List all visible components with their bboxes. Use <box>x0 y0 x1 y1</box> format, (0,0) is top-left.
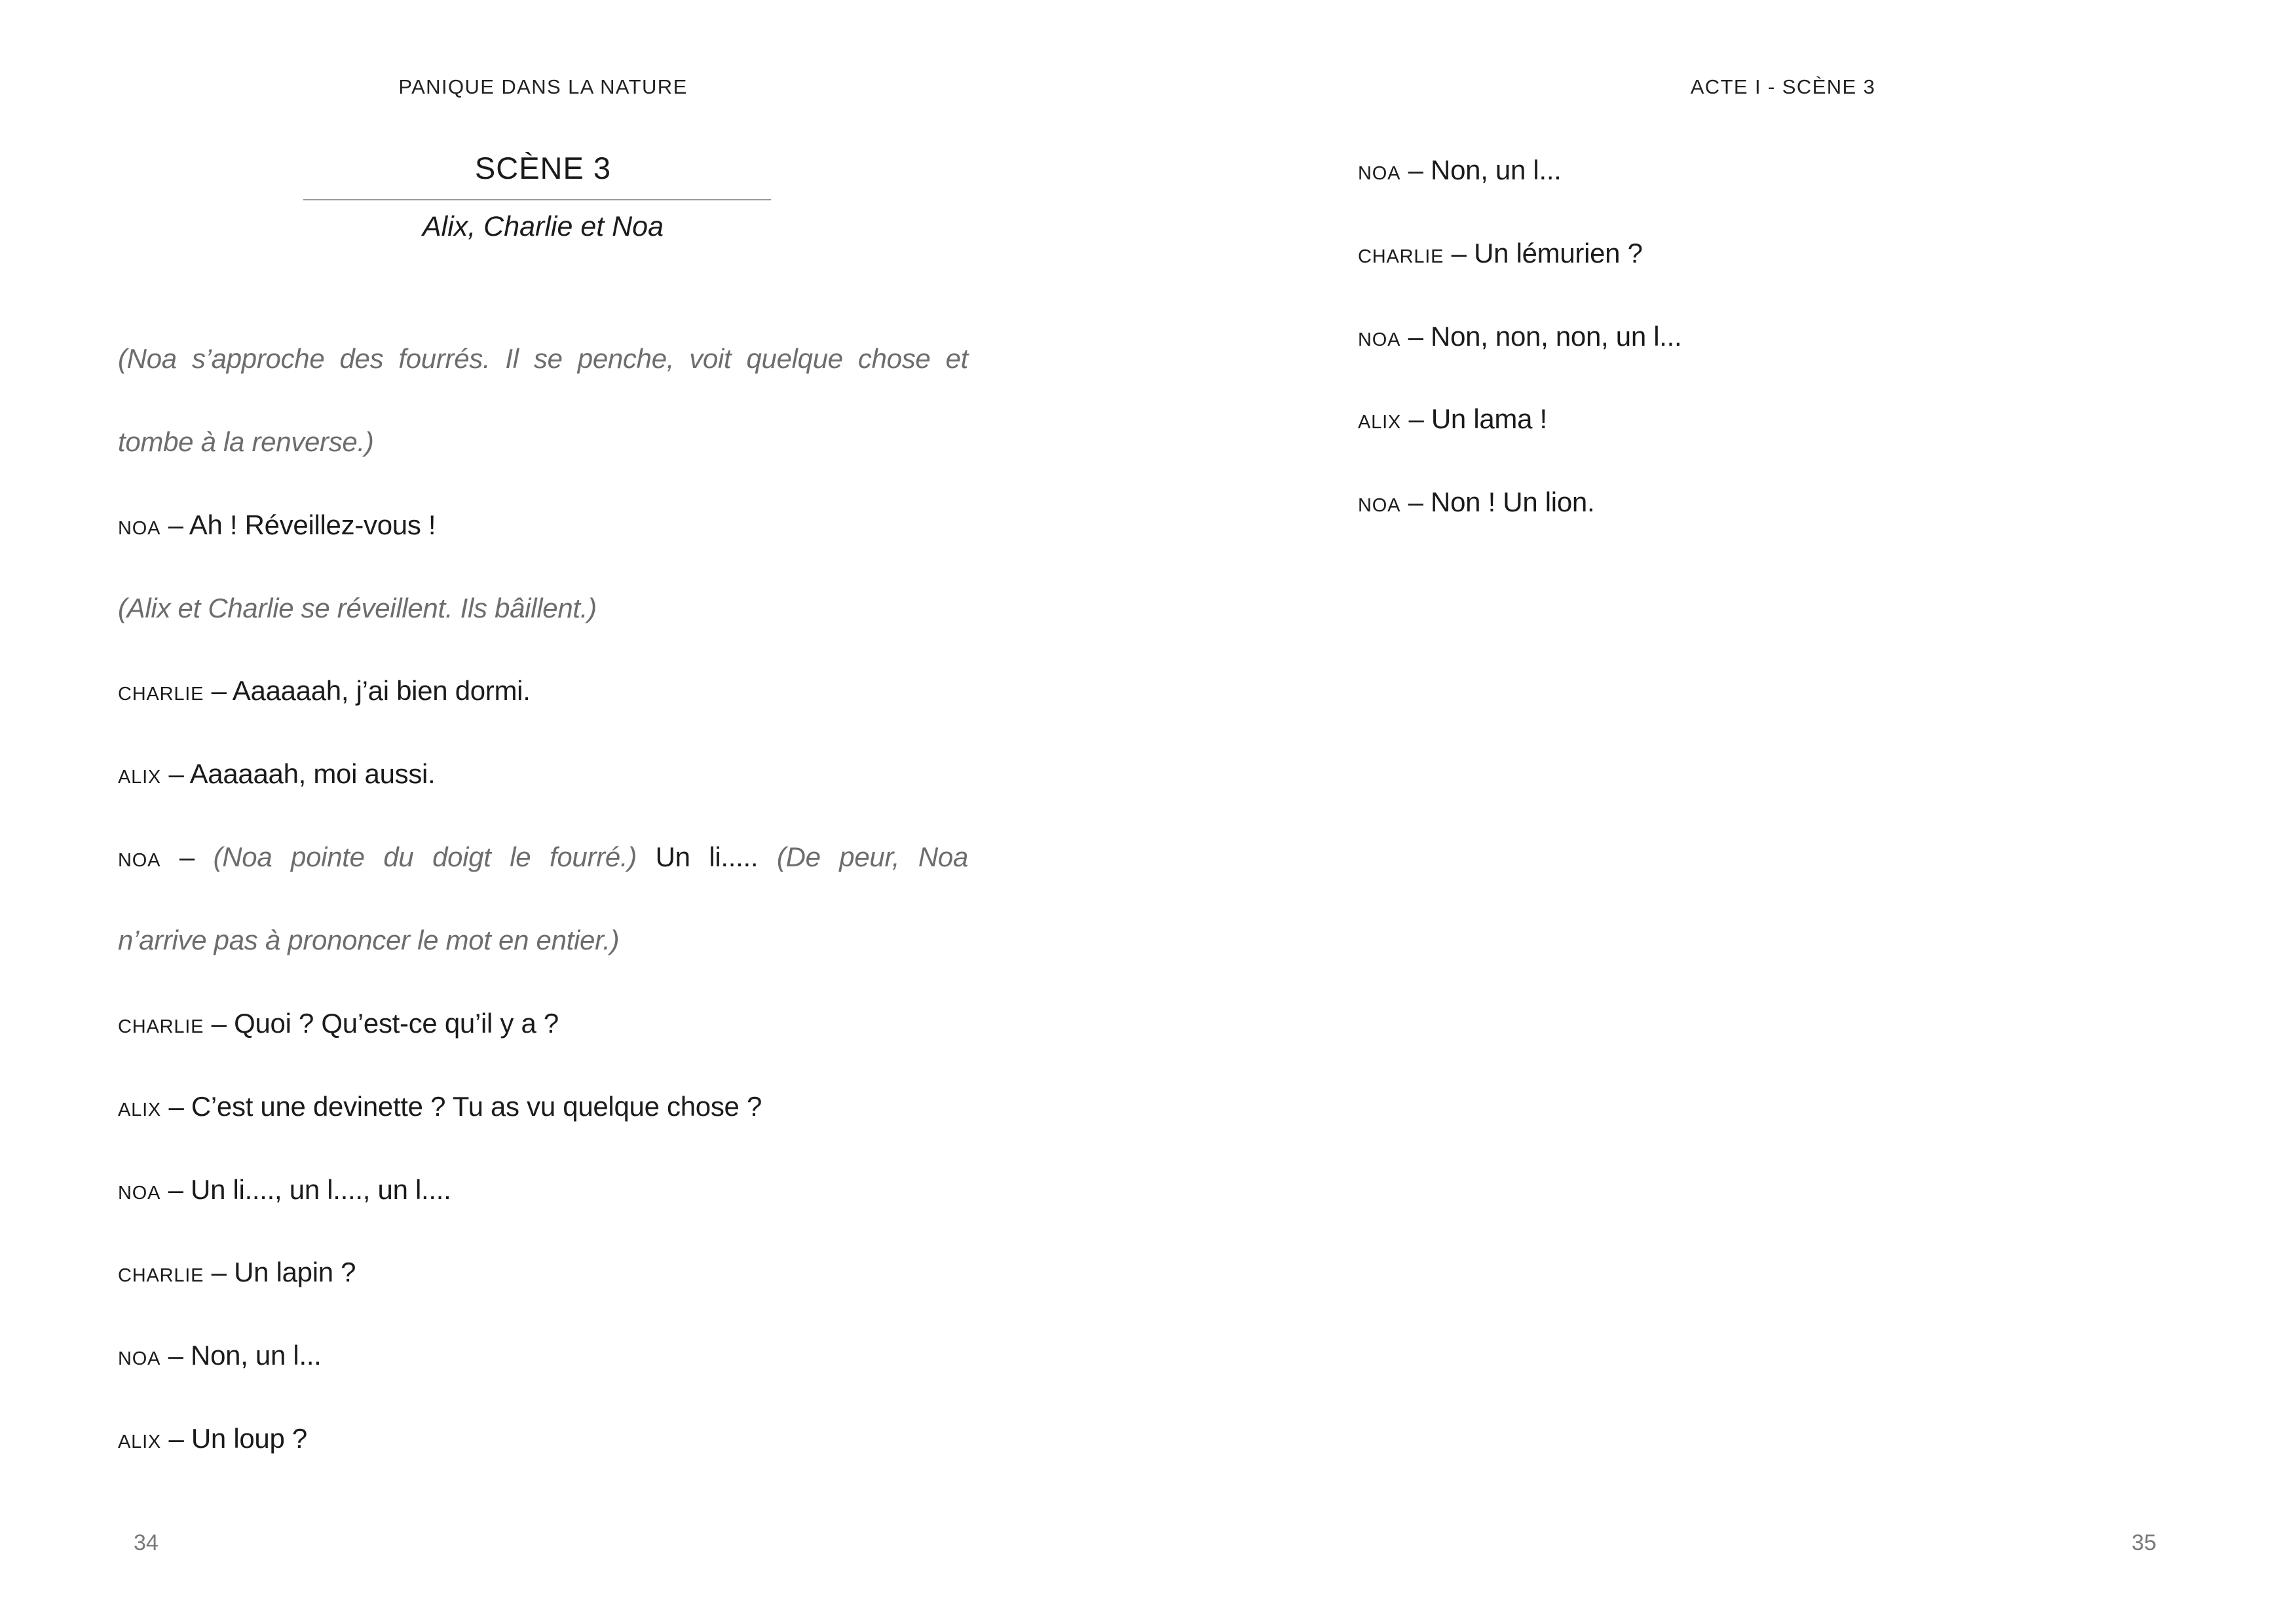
script-line <box>1358 154 2208 190</box>
speaker-separator: – <box>160 1174 191 1205</box>
characters-line: Alix, Charlie et Noa <box>422 211 664 242</box>
dialogue-text: Non, non, non, un l... <box>1431 321 1682 352</box>
right-page-script-lines <box>1358 0 2208 1624</box>
speaker-separator: – <box>1401 403 1431 434</box>
left-page <box>118 0 968 1624</box>
stage-direction: (Noa s’approche des fourrés. Il se penche, voit quelque chose et <box>118 343 968 374</box>
script-line <box>1358 237 2208 273</box>
page-number-right: 35 <box>2131 1530 2156 1555</box>
speaker-separator: – <box>204 1008 235 1039</box>
speaker-separator: – <box>160 509 189 540</box>
dialogue-text: Ah ! Réveillez-vous ! <box>189 509 436 540</box>
script-line <box>118 674 968 710</box>
script-line <box>118 1422 968 1458</box>
page-number-left: 34 <box>134 1530 159 1555</box>
speaker-separator: – <box>161 1423 191 1454</box>
script-line <box>118 1173 968 1209</box>
speaker-separator: – <box>204 1257 235 1287</box>
speaker-label: ALIX <box>118 1431 162 1452</box>
dialogue-text: Non ! Un lion. <box>1431 487 1595 517</box>
script-line <box>1358 486 2208 522</box>
speaker-label: NOA <box>118 1183 161 1204</box>
speaker-separator: – <box>1444 238 1474 268</box>
script-line <box>118 426 968 458</box>
dialogue-text: Un loup ? <box>191 1423 307 1454</box>
script-line <box>1358 403 2208 439</box>
speaker-separator: – <box>161 758 190 789</box>
dialogue-text: Aaaaaah, j’ai bien dormi. <box>232 675 531 706</box>
running-header-left: PANIQUE DANS LA NATURE <box>398 75 688 98</box>
script-line <box>118 758 968 794</box>
script-line <box>118 1256 968 1292</box>
script-line <box>118 1090 968 1126</box>
script-line <box>118 924 968 957</box>
speaker-separator: – <box>160 1340 191 1371</box>
dialogue-text: Un li...., un l...., un l.... <box>191 1174 451 1205</box>
speaker-label: ALIX <box>1358 412 1402 433</box>
speaker-label: NOA <box>1358 163 1401 184</box>
speaker-separator: – <box>161 1091 191 1122</box>
dialogue-text: Un li..... <box>636 841 777 872</box>
left-page-script-lines <box>118 0 968 1624</box>
speaker-label: NOA <box>118 850 161 871</box>
script-line <box>118 1339 968 1375</box>
speaker-label: ALIX <box>118 767 162 788</box>
right-page <box>1358 0 2208 1624</box>
dialogue-text: Quoi ? Qu’est-ce qu’il y a ? <box>234 1008 559 1039</box>
script-line <box>118 841 968 877</box>
speaker-label: NOA <box>118 518 161 539</box>
script-line <box>118 509 968 545</box>
stage-direction: n’arrive pas à prononcer le mot en entier.) <box>118 925 620 955</box>
speaker-separator: – <box>1400 155 1431 185</box>
speaker-label: NOA <box>118 1348 161 1369</box>
script-line <box>1358 320 2208 356</box>
speaker-label: CHARLIE <box>1358 246 1444 267</box>
speaker-label: CHARLIE <box>118 1016 204 1037</box>
dialogue-text: Aaaaaah, moi aussi. <box>189 758 436 789</box>
dialogue-text: Un lama ! <box>1431 403 1547 434</box>
script-line <box>118 342 968 375</box>
speaker-label: NOA <box>1358 495 1401 516</box>
stage-direction: (Alix et Charlie se réveillent. Ils bâillent.) <box>118 593 597 623</box>
dialogue-text: Non, un l... <box>191 1340 322 1371</box>
dialogue-text: Un lapin ? <box>234 1257 356 1287</box>
script-line <box>118 592 968 625</box>
speaker-separator: – <box>1400 487 1431 517</box>
speaker-label: CHARLIE <box>118 684 204 705</box>
speaker-separator: – <box>160 841 214 872</box>
dialogue-text: C’est une devinette ? Tu as vu quelque chose ? <box>191 1091 762 1122</box>
speaker-label: ALIX <box>118 1099 162 1120</box>
running-header-right: ACTE I - SCÈNE 3 <box>1690 75 1876 98</box>
stage-direction: (De peur, Noa <box>776 841 968 872</box>
speaker-label: NOA <box>1358 329 1401 350</box>
dialogue-text: Un lémurien ? <box>1474 238 1643 268</box>
speaker-separator: – <box>204 675 233 706</box>
stage-direction: (Noa pointe du doigt le fourré.) <box>213 841 637 872</box>
speaker-label: CHARLIE <box>118 1265 204 1286</box>
script-line <box>118 1007 968 1043</box>
speaker-separator: – <box>1400 321 1431 352</box>
stage-direction: tombe à la renverse.) <box>118 426 374 457</box>
dialogue-text: Non, un l... <box>1431 155 1562 185</box>
scene-title: SCÈNE 3 <box>474 151 612 185</box>
